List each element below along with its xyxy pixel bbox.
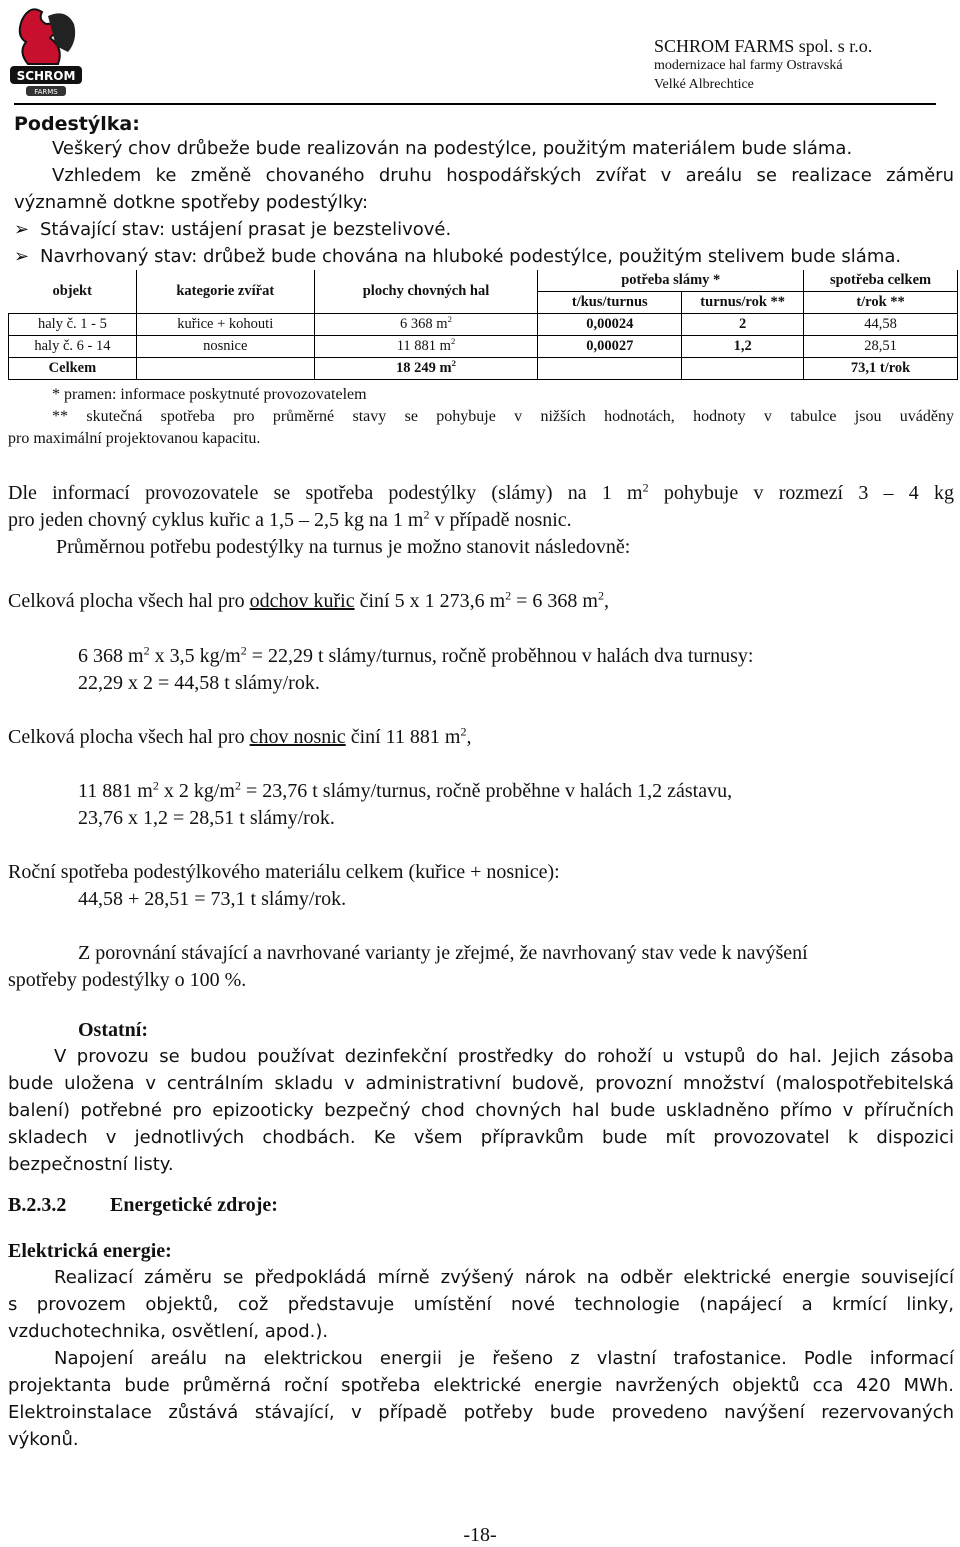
col-objekt: objekt (9, 270, 137, 314)
page-number: -18- (463, 1524, 497, 1546)
energy-l3: vzduchotechnika, osvětlení, apod.). (8, 1321, 329, 1342)
cell-kategorie: nosnice (136, 336, 314, 358)
energy-l7: výkonů. (8, 1429, 79, 1450)
cell-total-plocha: 18 249 $m^2$ (314, 358, 538, 380)
calc-p1b: pro jeden chovný cyklus kuřic a 1,5 – 2,5 kg na 1 $m^2$ v případě nosnic. (8, 507, 572, 531)
table-header-row (9, 270, 958, 292)
table-row (9, 314, 958, 336)
bullet-current: ➢ Stávající stav: ustájení prasat je bezstelivové. (14, 219, 452, 240)
energy-l4: Napojení areálu na elektrickou energii je řešeno z vlastní trafostanice. Podle informací (54, 1348, 954, 1369)
table-note-2a: ** skutečná spotřeba pro průměrné stavy se pohybuje v nižších hodnotách, hodnoty v tabulce jsou uváděny (52, 408, 954, 425)
energy-l5: projektanta bude průměrná roční spotřeba elektrické energie navržených objektů cca 420 MWh. (8, 1375, 954, 1396)
area-nosnice: Celková plocha všech hal pro chov nosnic činí 11 881 $m^2$, (8, 724, 472, 748)
other-l3: balení) potřebné pro epizooticky bezpečný chod chovných hal bude uskladněno přímo v příručních (8, 1100, 954, 1121)
cell-kategorie: kuřice + kohouti (136, 314, 314, 336)
cell-empty (682, 358, 804, 380)
cell-t-rok: 44,58 (804, 314, 958, 336)
other-l2: bude uložena v centrálním skladu v administrativní budově, provozní množství (malospotřebitelská (8, 1073, 954, 1094)
col-spotreba: spotřeba celkem (804, 270, 958, 292)
table-total-row (9, 358, 958, 380)
other-l5: bezpečnostní listy. (8, 1154, 174, 1175)
energy-l1: Realizací záměru se předpokládá mírně zvýšený nárok na odběr elektrické energie související (54, 1267, 954, 1288)
col-turnus-rok: turnus/rok ** (682, 292, 804, 314)
table-note-2b: pro maximální projektovanou kapacitu. (8, 430, 261, 447)
col-kategorie: kategorie zvířat (136, 270, 314, 314)
logo-text: SCHROM (16, 69, 76, 83)
header-location: Velké Albrechtice (654, 77, 754, 92)
cell-objekt: haly č. 6 - 14 (9, 336, 137, 358)
cell-t-rok: 28,51 (804, 336, 958, 358)
other-l1: V provozu se budou používat dezinfekční prostředky do rohoží u vstupů do hal. Jejich zásoba (54, 1046, 954, 1067)
section-title: Energetické zdroje: (110, 1194, 278, 1216)
energy-l2: s provozem objektů, což představuje umístění nové technologie (napájecí a krmící linky, (8, 1294, 954, 1315)
header-company: SCHROM FARMS spol. s r.o. (654, 36, 873, 56)
header-project: modernizace hal farmy Ostravská (654, 58, 843, 73)
bedding-p2b: významně dotkne spotřeby podestýlky: (14, 192, 369, 213)
bedding-p1: Veškerý chov drůbeže bude realizován na podestýlce, použitým materiálem bude sláma. (52, 138, 853, 159)
col-t-kus: t/kus/turnus (538, 292, 682, 314)
logo-sub: FARMS (34, 88, 58, 96)
energy-l6: Elektroinstalace zůstává stávající, v případě potřeby bude provedeno navýšení rezervovaných (8, 1402, 954, 1423)
bedding-p2a: Vzhledem ke změně chovaného druhu hospodářských zvířat v areálu se realizace záměru (52, 165, 954, 186)
header-divider (14, 103, 936, 105)
cell-empty (136, 358, 314, 380)
compare-a: Z porovnání stávající a navrhované varianty je zřejmé, že navrhovaný stav vede k navýšení (78, 942, 808, 964)
cell-t-kus: 0,00027 (538, 336, 682, 358)
annual-a: Roční spotřeba podestýlkového materiálu celkem (kuřice + nosnice): (8, 861, 560, 883)
cell-plocha: 6 368 $m^2$ (314, 314, 538, 336)
area-kurice: Celková plocha všech hal pro odchov kuřic činí 5 x 1 273,6 $m^2 = 6$ 368 $m^2$, (8, 588, 609, 612)
cell-plocha: 11 881 $m^2$ (314, 336, 538, 358)
calc-p2: Průměrnou potřebu podestýlky na turnus je možno stanovit následovně: (56, 536, 631, 558)
calc-nosnice-1: 11 881 $m^2$ x 2 $kg/m^2 = 23,76$ t slámy/turnus, ročně proběhne v halách 1,2 zástavu, (78, 778, 733, 802)
cell-total-label: Celkem (9, 358, 137, 380)
section-number: B.2.3.2 (8, 1194, 67, 1216)
other-l4: skladech v jednotlivých chodbách. Ke všem přípravkům bude mít provozovatel k dispozici (8, 1127, 954, 1148)
bullet-proposed: ➢ Navrhovaný stav: drůbež bude chována na hluboké podestýlce, použitým stelivem bude sláma. (14, 246, 902, 267)
arrow-bullet-icon: ➢ (14, 246, 30, 267)
calc-p1a: Dle informací provozovatele se spotřeba podestýlky (slámy) na 1 $m^2$ pohybuje v rozmezí 3 – 4 kg (8, 480, 954, 504)
other-title: Ostatní: (78, 1019, 148, 1041)
cell-t-kus: 0,00024 (538, 314, 682, 336)
electric-title: Elektrická energie: (8, 1240, 172, 1262)
calc-kurice-2: 22,29 x 2 = 44,58 t slámy/rok. (78, 672, 320, 694)
table-row (9, 336, 958, 358)
cell-objekt: haly č. 1 - 5 (9, 314, 137, 336)
compare-b: spotřeby podestýlky o 100 %. (8, 969, 247, 991)
col-plochy: plochy chovných hal (314, 270, 538, 314)
cell-empty (538, 358, 682, 380)
calc-kurice-1: 6 368 $m^2$ x 3,5 $kg/m^2 = 22,29$ t slámy/turnus, ročně proběhnou v halách dva turnusy: (78, 643, 754, 667)
company-logo (8, 2, 84, 102)
table-note-1: * pramen: informace poskytnuté provozovatelem (52, 386, 367, 403)
col-t-rok: t/rok ** (804, 292, 958, 314)
col-potreba: potřeba slámy * (538, 270, 804, 292)
straw-table (8, 270, 958, 380)
calc-nosnice-2: 23,76 x 1,2 = 28,51 t slámy/rok. (78, 807, 335, 829)
arrow-bullet-icon: ➢ (14, 219, 30, 240)
cell-turnus: 1,2 (682, 336, 804, 358)
cell-total-t-rok: 73,1 t/rok (804, 358, 958, 380)
bedding-title: Podestýlka: (14, 113, 140, 135)
cell-turnus: 2 (682, 314, 804, 336)
annual-b: 44,58 + 28,51 = 73,1 t slámy/rok. (78, 888, 347, 910)
